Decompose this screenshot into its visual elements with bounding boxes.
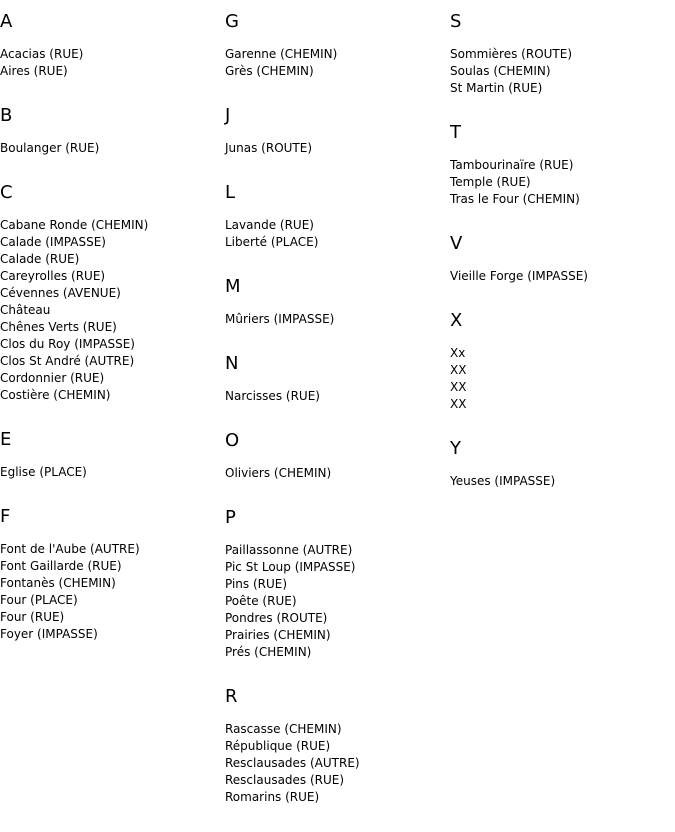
street-link[interactable]: Tras le Four (CHEMIN) — [450, 192, 580, 206]
section-letter: T — [450, 122, 461, 143]
street-link[interactable]: Clos du Roy (IMPASSE) — [0, 337, 135, 351]
street-list — [225, 542, 450, 661]
street-link[interactable]: Calade (RUE) — [0, 252, 80, 266]
street-list — [0, 46, 225, 80]
letter-section — [450, 123, 675, 208]
street-link[interactable]: Mûriers (IMPASSE) — [225, 312, 335, 326]
street-link[interactable]: Acacias (RUE) — [0, 47, 84, 61]
street-link[interactable]: St Martin (RUE) — [450, 81, 543, 95]
section-letter: O — [225, 430, 240, 451]
street-link[interactable]: Chênes Verts (RUE) — [0, 320, 117, 334]
section-letter: J — [225, 105, 231, 126]
index-column — [225, 12, 450, 832]
section-letter: M — [225, 276, 241, 297]
street-list — [225, 465, 450, 482]
street-list — [225, 46, 450, 80]
street-list — [0, 140, 225, 157]
letter-section — [450, 439, 675, 490]
section-letter: S — [450, 11, 462, 32]
street-link[interactable]: Four (PLACE) — [0, 593, 78, 607]
street-link[interactable]: Font de l'Aube (AUTRE) — [0, 542, 140, 556]
street-link[interactable]: Costière (CHEMIN) — [0, 388, 111, 402]
street-link[interactable]: Cabane Ronde (CHEMIN) — [0, 218, 149, 232]
street-link[interactable]: Narcisses (RUE) — [225, 389, 320, 403]
street-link[interactable]: Grès (CHEMIN) — [225, 64, 314, 78]
street-list — [225, 721, 450, 806]
section-letter: C — [0, 182, 13, 203]
letter-section — [225, 183, 450, 251]
letter-section — [0, 507, 225, 643]
street-link[interactable]: Lavande (RUE) — [225, 218, 314, 232]
letter-section — [225, 431, 450, 482]
letter-section — [225, 12, 450, 80]
index-column — [450, 12, 675, 516]
street-list — [450, 345, 675, 413]
street-link[interactable]: Resclausades (AUTRE) — [225, 756, 360, 770]
street-link[interactable]: Prés (CHEMIN) — [225, 645, 312, 659]
street-list — [450, 473, 675, 490]
section-letter: N — [225, 353, 239, 374]
street-link[interactable]: Pins (RUE) — [225, 577, 288, 591]
street-link[interactable]: Prairies (CHEMIN) — [225, 628, 331, 642]
letter-section — [225, 354, 450, 405]
street-link[interactable]: Clos St André (AUTRE) — [0, 354, 135, 368]
street-list — [450, 46, 675, 97]
street-link[interactable]: Resclausades (RUE) — [225, 773, 345, 787]
street-list — [450, 268, 675, 285]
street-list — [0, 217, 225, 404]
letter-section — [450, 12, 675, 97]
section-letter: R — [225, 686, 238, 707]
street-list — [225, 217, 450, 251]
street-link[interactable]: Boulanger (RUE) — [0, 141, 100, 155]
street-link[interactable]: Romarins (RUE) — [225, 790, 320, 804]
street-link[interactable]: Xx — [450, 346, 466, 360]
index-column — [0, 12, 225, 669]
section-letter: L — [225, 182, 236, 203]
street-link[interactable]: XX — [450, 363, 467, 377]
street-link[interactable]: Château — [0, 303, 51, 317]
section-letter: Y — [450, 438, 461, 459]
street-link[interactable]: Font Gaillarde (RUE) — [0, 559, 122, 573]
street-link[interactable]: Foyer (IMPASSE) — [0, 627, 98, 641]
street-link[interactable]: Garenne (CHEMIN) — [225, 47, 338, 61]
street-list — [225, 140, 450, 157]
street-link[interactable]: Rascasse (CHEMIN) — [225, 722, 342, 736]
letter-section — [0, 12, 225, 80]
street-list — [450, 157, 675, 208]
street-link[interactable]: Cévennes (AVENUE) — [0, 286, 121, 300]
section-letter: A — [0, 11, 13, 32]
street-link[interactable]: Four (RUE) — [0, 610, 65, 624]
letter-section — [225, 277, 450, 328]
letter-section — [225, 106, 450, 157]
letter-section — [0, 430, 225, 481]
letter-section — [450, 311, 675, 413]
section-letter: V — [450, 233, 463, 254]
street-link[interactable]: Pic St Loup (IMPASSE) — [225, 560, 356, 574]
street-link[interactable]: Aires (RUE) — [0, 64, 68, 78]
letter-section — [450, 234, 675, 285]
street-list — [225, 388, 450, 405]
street-link[interactable]: Fontanès (CHEMIN) — [0, 576, 116, 590]
section-letter: P — [225, 507, 236, 528]
street-link[interactable]: Yeuses (IMPASSE) — [450, 474, 556, 488]
street-link[interactable]: XX — [450, 380, 467, 394]
street-link[interactable]: Tambourinaïre (RUE) — [450, 158, 574, 172]
street-link[interactable]: Careyrolles (RUE) — [0, 269, 106, 283]
letter-section — [0, 106, 225, 157]
street-link[interactable]: Soulas (CHEMIN) — [450, 64, 551, 78]
street-list — [0, 464, 225, 481]
street-link[interactable]: Calade (IMPASSE) — [0, 235, 106, 249]
street-list — [225, 311, 450, 328]
letter-section — [0, 183, 225, 404]
street-link[interactable]: Oliviers (CHEMIN) — [225, 466, 332, 480]
street-link[interactable]: Sommières (ROUTE) — [450, 47, 573, 61]
street-link[interactable]: Junas (ROUTE) — [225, 141, 313, 155]
street-link[interactable]: Temple (RUE) — [450, 175, 531, 189]
letter-section — [225, 508, 450, 661]
section-letter: X — [450, 310, 463, 331]
section-letter: E — [0, 429, 12, 450]
street-link[interactable]: République (RUE) — [225, 739, 331, 753]
street-link[interactable]: Liberté (PLACE) — [225, 235, 319, 249]
street-link[interactable]: Poête (RUE) — [225, 594, 297, 608]
street-list — [0, 541, 225, 643]
letter-section — [225, 687, 450, 806]
street-link[interactable]: Pondres (ROUTE) — [225, 611, 328, 625]
street-link[interactable]: Eglise (PLACE) — [0, 465, 87, 479]
street-link[interactable]: Paillassonne (AUTRE) — [225, 543, 353, 557]
street-link[interactable]: Vieille Forge (IMPASSE) — [450, 269, 588, 283]
section-letter: F — [0, 506, 11, 527]
street-link[interactable]: Cordonnier (RUE) — [0, 371, 105, 385]
section-letter: B — [0, 105, 13, 126]
section-letter: G — [225, 11, 239, 32]
street-link[interactable]: XX — [450, 397, 467, 411]
